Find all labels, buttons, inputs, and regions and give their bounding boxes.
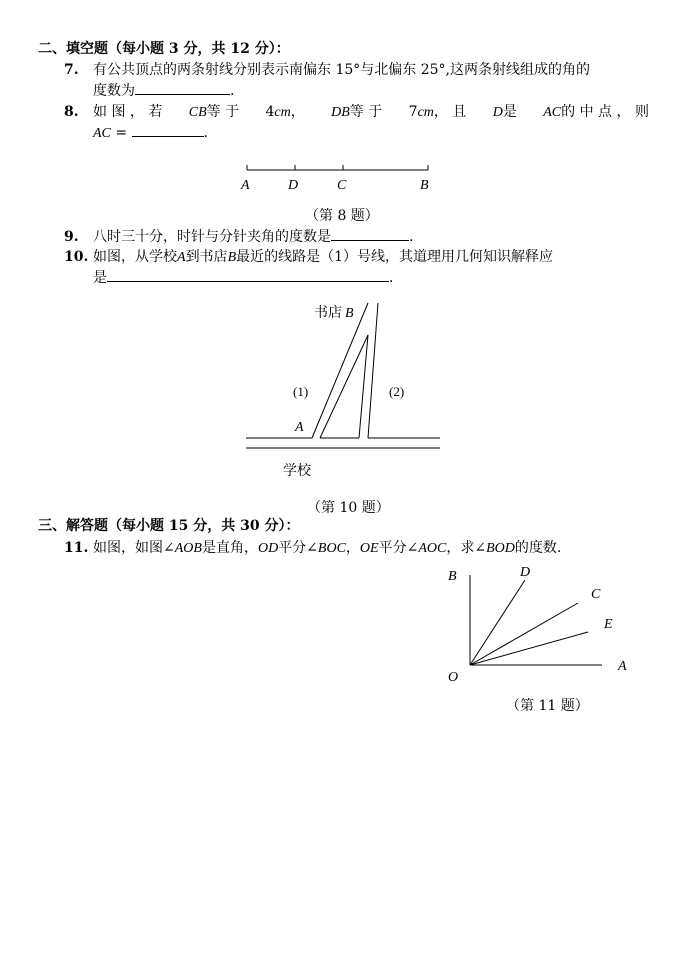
figure-10-routes: [238, 295, 448, 485]
q8-line1: [93, 103, 649, 122]
q8-text-3: ，: [290, 104, 305, 120]
q9-line: [93, 228, 413, 246]
ray-oc: [470, 603, 578, 665]
q8-number: 8.: [64, 104, 79, 120]
q8-ac-2: AC: [93, 126, 111, 141]
q10-number: 10.: [64, 249, 89, 265]
q11-bod: BOD: [486, 541, 515, 556]
q11-od: OD: [257, 541, 279, 556]
q8-ac: AC: [543, 105, 562, 120]
label-d: D: [288, 178, 299, 193]
q10-answer-blank[interactable]: [107, 269, 389, 282]
q8-text-5: ， 且: [433, 104, 467, 120]
label-e-point: E: [604, 617, 613, 632]
q9-answer-blank[interactable]: [331, 228, 409, 241]
q8-text-6: 是: [502, 104, 517, 120]
label-b-point: B: [448, 569, 457, 584]
figure-11-caption: （第 11 题）: [506, 698, 589, 714]
q8-d: D: [492, 105, 503, 120]
q7-answer-blank[interactable]: [135, 82, 230, 95]
q11-boc: BOC: [317, 541, 346, 556]
q11-line: [93, 539, 561, 558]
figure-11-angles: [440, 560, 640, 690]
q11-text-4: ，: [345, 540, 360, 556]
q10-a: A: [177, 250, 186, 265]
figure-8-segment: [235, 160, 440, 196]
school-a-label: A: [295, 420, 304, 435]
q8-db: DB: [331, 105, 350, 120]
q11-oe: OE: [359, 541, 379, 556]
q11-text-7: 的度数.: [514, 540, 562, 556]
q8-end: .: [203, 125, 208, 141]
q8-unit2: cm: [417, 105, 434, 120]
q8-len1: 4: [265, 104, 275, 120]
q10-text-3: 最近的线路是（1）号线，其道理用几何知识解释应: [236, 249, 554, 265]
q10-b: B: [227, 250, 237, 265]
q8-line2: [93, 124, 208, 143]
label-o-point: O: [448, 670, 459, 685]
route-1-line: [312, 303, 368, 438]
q7-line2-prefix: 度数为: [93, 83, 135, 99]
label-a: A: [241, 178, 250, 193]
route-2-label: (2): [389, 384, 405, 399]
q8-text-2: 等 于: [206, 104, 240, 120]
q11-text-3: 平分∠: [278, 540, 318, 556]
label-d-point: D: [520, 565, 531, 580]
section-2-heading: 二、填空题（每小题 3 分，共 12 分）：: [38, 41, 290, 57]
q9-number: 9.: [64, 229, 79, 245]
q11-text-2: 是直角，: [201, 540, 258, 556]
q10-line2: [93, 269, 393, 287]
q10-text-2: 到书店: [185, 249, 228, 265]
route-1-label: (1): [293, 384, 309, 399]
q8-equals: =: [115, 125, 128, 141]
q7-line2-suffix: .: [230, 83, 235, 99]
q8-answer-blank[interactable]: [132, 124, 204, 137]
q11-aoc: AOC: [418, 541, 447, 556]
q8-text-1: 如 图 ， 若: [93, 104, 163, 120]
q9-text: 八时三十分，时针与分针夹角的度数是: [93, 229, 331, 245]
q7-number: 7.: [64, 62, 79, 78]
bookstore-b-label: B: [345, 306, 354, 321]
figure-10-caption: （第 10 题）: [307, 500, 390, 516]
label-a-point: A: [618, 659, 627, 674]
figure-8-caption: （第 8 题）: [305, 208, 379, 224]
school-label: 学校: [283, 464, 311, 479]
q10-text-1: 如图，从学校: [93, 249, 177, 265]
label-c-point: C: [591, 587, 601, 602]
q10-line2-prefix: 是: [93, 270, 107, 286]
bookstore-label: 书店: [314, 306, 342, 321]
q9-end: .: [409, 229, 414, 245]
label-b: B: [420, 178, 429, 193]
q10-end: .: [389, 270, 394, 286]
q8-text-7: 的 中 点 ， 则: [561, 104, 649, 120]
q11-aob: AOB: [174, 541, 202, 556]
section-3-heading: 三、解答题（每小题 15 分，共 30 分）：: [38, 518, 300, 534]
q11-text-6: ，求∠: [446, 540, 487, 556]
q11-number: 11.: [64, 540, 89, 556]
label-c: C: [337, 178, 347, 193]
q11-text-5: 平分∠: [378, 540, 419, 556]
q11-text-1: 如图，如图∠: [93, 540, 175, 556]
q8-cb: CB: [188, 105, 207, 120]
q10-line1: [93, 248, 553, 267]
q8-len2: 7: [408, 104, 418, 120]
q7-line2: [93, 82, 234, 100]
q8-unit1: cm: [274, 105, 291, 120]
q8-text-4: 等 于: [349, 104, 383, 120]
route-2-right-line: [368, 303, 378, 438]
q7-line1: 有公共顶点的两条射线分别表示南偏东 15°与北偏东 25°,这两条射线组成的角的: [93, 62, 590, 78]
